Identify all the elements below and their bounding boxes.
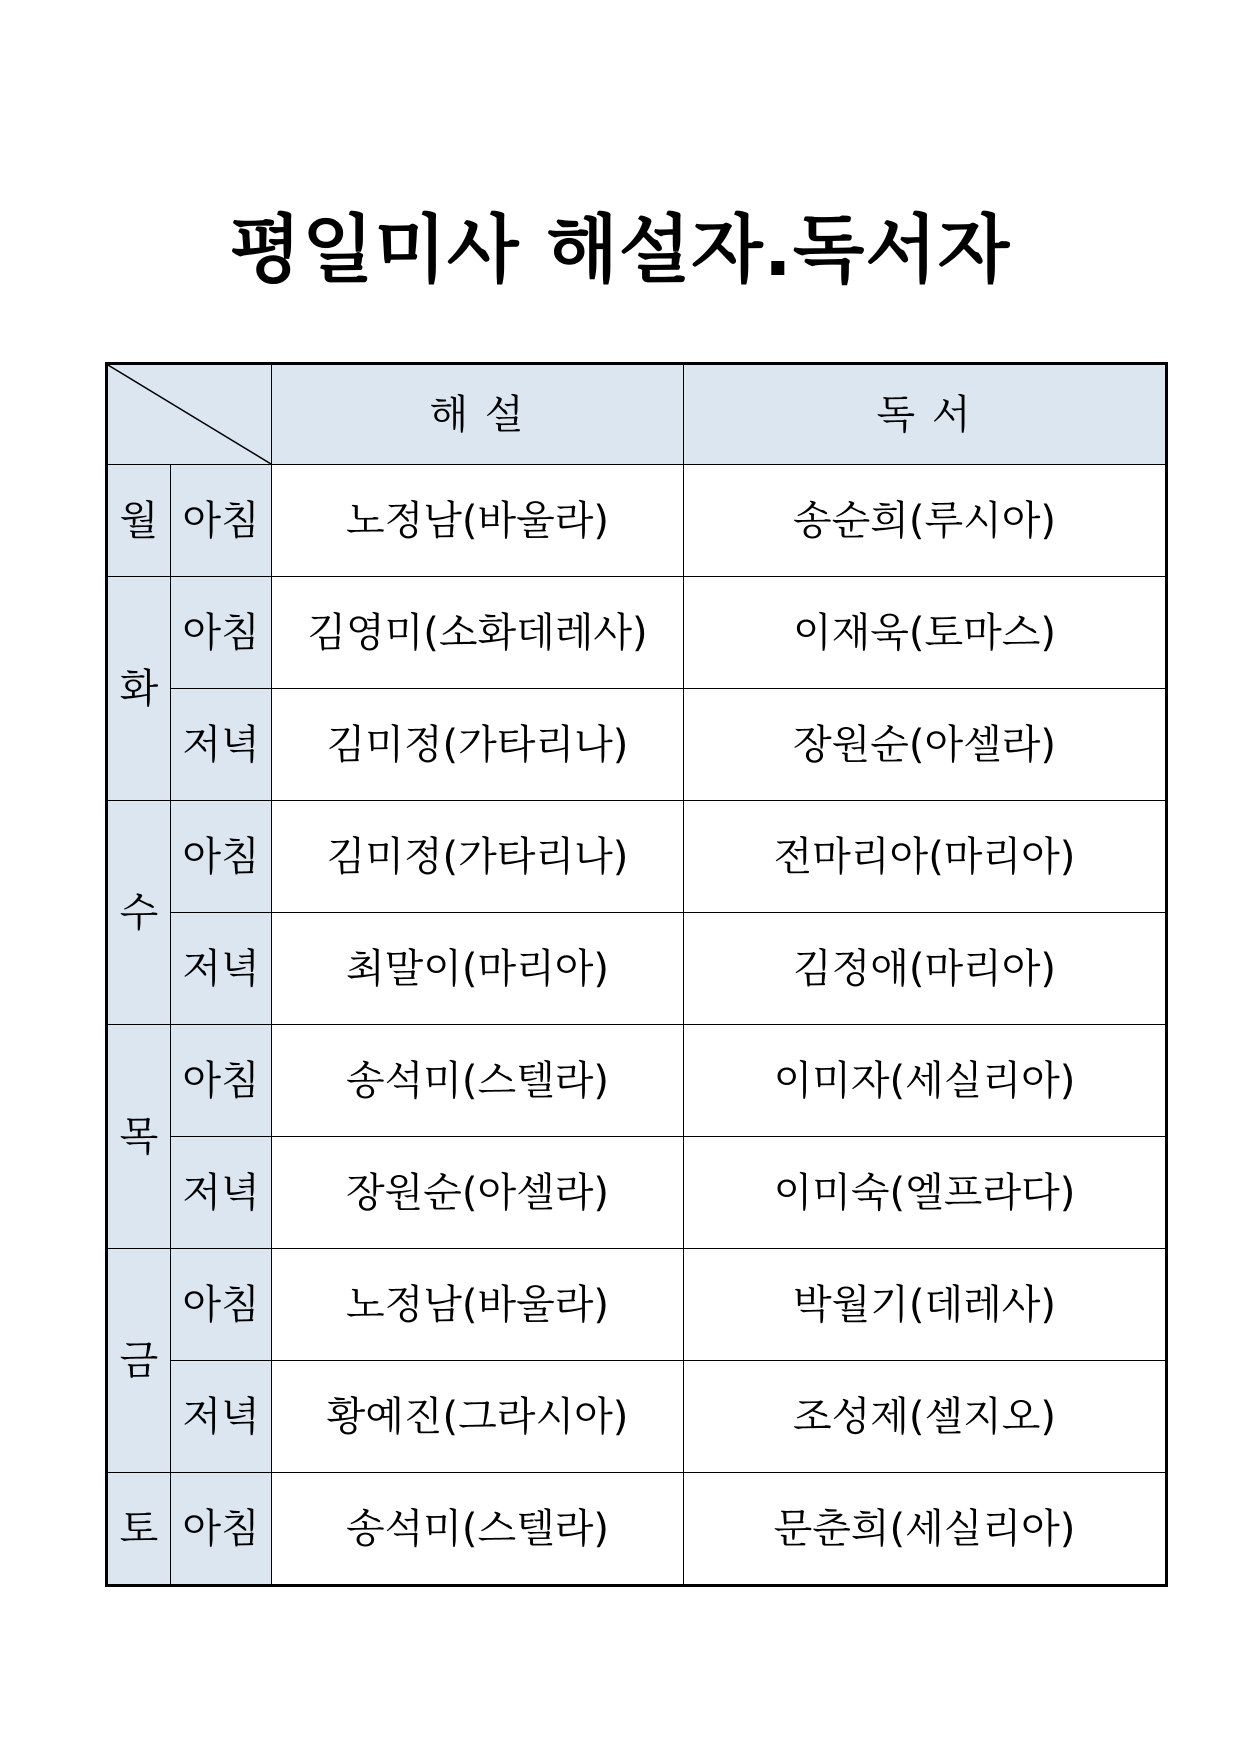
commentator-cell: 장원순(아셀라) <box>272 1137 684 1249</box>
commentator-cell: 송석미(스텔라) <box>272 1025 684 1137</box>
reader-cell: 전마리아(마리아) <box>684 801 1167 913</box>
schedule-row <box>107 801 1167 913</box>
commentator-cell: 최말이(마리아) <box>272 913 684 1025</box>
time-slot-cell: 아침 <box>171 801 272 913</box>
reader-cell: 송순희(루시아) <box>684 465 1167 577</box>
schedule-row <box>107 689 1167 801</box>
commentator-cell: 송석미(스텔라) <box>272 1473 684 1586</box>
header-commentator: 해 설 <box>272 364 684 465</box>
reader-cell: 장원순(아셀라) <box>684 689 1167 801</box>
schedule-row <box>107 1025 1167 1137</box>
reader-cell: 문춘희(세실리아) <box>684 1473 1167 1586</box>
commentator-cell: 노정남(바울라) <box>272 465 684 577</box>
time-slot-cell: 저녁 <box>171 913 272 1025</box>
reader-cell: 이미자(세실리아) <box>684 1025 1167 1137</box>
time-slot-cell: 저녁 <box>171 1137 272 1249</box>
time-slot-cell: 아침 <box>171 1473 272 1586</box>
time-slot-cell: 아침 <box>171 465 272 577</box>
schedule-row <box>107 1473 1167 1586</box>
reader-cell: 조성제(셀지오) <box>684 1361 1167 1473</box>
schedule-table <box>105 362 1168 1587</box>
page-title: 평일미사 해설자.독서자 <box>229 207 1011 293</box>
commentator-cell: 김미정(가타리나) <box>272 801 684 913</box>
time-slot-cell: 저녁 <box>171 689 272 801</box>
diagonal-divider <box>108 365 271 464</box>
schedule-row <box>107 1361 1167 1473</box>
schedule-row <box>107 913 1167 1025</box>
schedule-row <box>107 1137 1167 1249</box>
time-slot-cell: 아침 <box>171 1025 272 1137</box>
day-cell: 월 <box>107 465 171 577</box>
commentator-cell: 노정남(바울라) <box>272 1249 684 1361</box>
schedule-row <box>107 577 1167 689</box>
commentator-cell: 김영미(소화데레사) <box>272 577 684 689</box>
corner-cell <box>107 364 272 465</box>
reader-cell: 김정애(마리아) <box>684 913 1167 1025</box>
reader-cell: 박월기(데레사) <box>684 1249 1167 1361</box>
day-cell: 토 <box>107 1473 171 1586</box>
day-cell: 화 <box>107 577 171 801</box>
schedule-body <box>107 364 1167 1586</box>
reader-cell: 이미숙(엘프라다) <box>684 1137 1167 1249</box>
commentator-cell: 김미정(가타리나) <box>272 689 684 801</box>
header-row <box>107 364 1167 465</box>
day-cell: 목 <box>107 1025 171 1249</box>
commentator-cell: 황예진(그라시아) <box>272 1361 684 1473</box>
header-reader: 독 서 <box>684 364 1167 465</box>
day-cell: 금 <box>107 1249 171 1473</box>
reader-cell: 이재욱(토마스) <box>684 577 1167 689</box>
time-slot-cell: 아침 <box>171 1249 272 1361</box>
schedule-row <box>107 1249 1167 1361</box>
day-cell: 수 <box>107 801 171 1025</box>
time-slot-cell: 아침 <box>171 577 272 689</box>
schedule-row <box>107 465 1167 577</box>
time-slot-cell: 저녁 <box>171 1361 272 1473</box>
